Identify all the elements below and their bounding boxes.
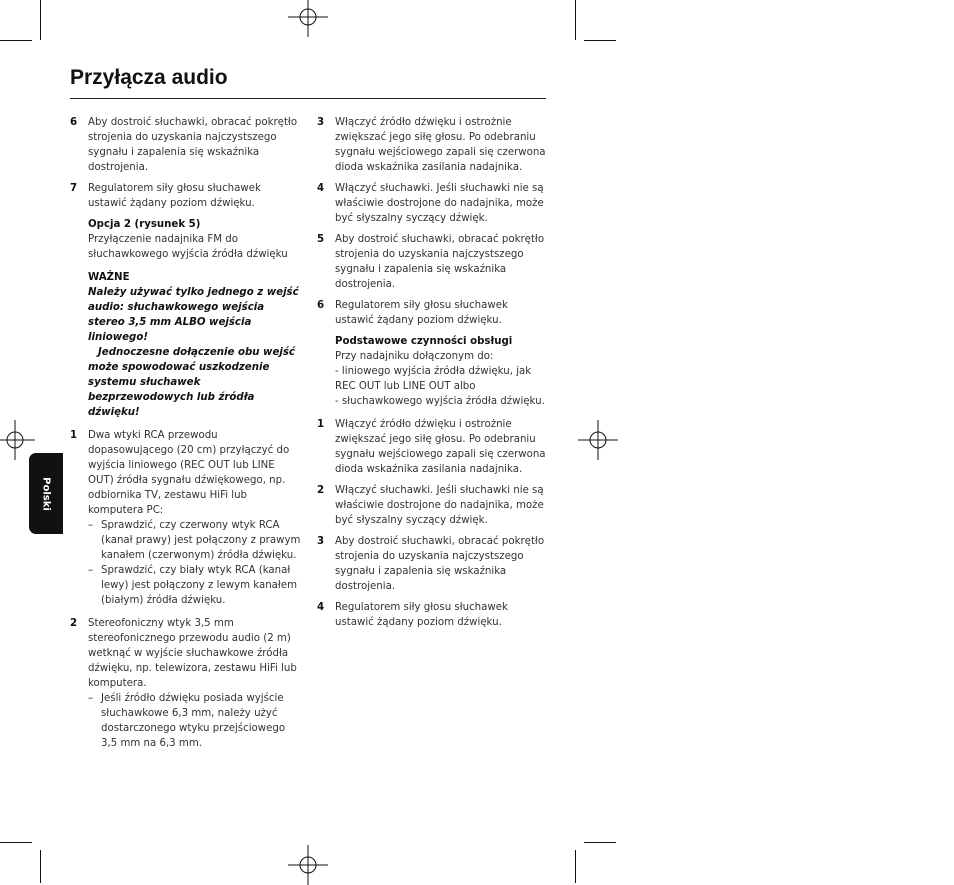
step-item [70, 428, 302, 608]
crop-mark-top-left-vertical [40, 0, 41, 40]
step-text: Włączyć słuchawki. Jeśli słuchawki nie są właściwie dostrojone do nadajnika, może być słyszalny syczący dźwięk. [335, 183, 544, 224]
step-number: 6 [317, 300, 325, 311]
crop-mark-top-right-horizontal [584, 40, 616, 41]
step-text: Aby dostroić słuchawki, obracać pokrętło strojenia do uzyskania najczystszego sygnału i zapalenia się wskaźnika dostrojenia. [88, 117, 298, 173]
dash-bullet: – [88, 693, 94, 704]
option-2-section [70, 217, 302, 262]
step-text: Regulatorem siły głosu słuchawek ustawić żądany poziom dźwięku. [335, 602, 508, 628]
warning-text-1: Należy używać tylko jednego z wejść audio: słuchawkowego wejścia stereo 3,5 mm ALBO wejścia liniowego! [88, 287, 299, 343]
language-tab [29, 453, 63, 534]
sub-item-text: Sprawdzić, czy biały wtyk RCA (kanał lewy) jest połączony z lewym kanałem (białym) źródła dźwięku. [101, 565, 298, 606]
registration-mark-top-icon [288, 0, 328, 37]
sub-item-text: Sprawdzić, czy czerwony wtyk RCA (kanał prawy) jest połączony z prawym kanałem (czerwonym) źródła dźwięku. [101, 520, 301, 561]
step-number: 4 [317, 602, 325, 613]
step-number: 3 [317, 536, 325, 547]
step-number: 1 [70, 430, 78, 441]
dash-bullet: – [88, 565, 94, 576]
step-text: Włączyć słuchawki. Jeśli słuchawki nie są właściwie dostrojone do nadajnika, może być słyszalny syczący dźwięk. [335, 485, 544, 526]
option-2-heading: Opcja 2 (rysunek 5) [88, 219, 201, 230]
step-item [70, 115, 302, 175]
basic-operation-heading: Podstawowe czynności obsługi [335, 336, 513, 347]
step-number: 1 [317, 419, 325, 430]
sub-item [88, 691, 302, 751]
basic-operation-line: - słuchawkowego wyjścia źródła dźwięku. [335, 396, 545, 407]
sub-item [88, 563, 302, 608]
step-text: Aby dostroić słuchawki, obracać pokrętło strojenia do uzyskania najczystszego sygnału i zapalenia się wskaźnika dostrojenia. [335, 536, 545, 592]
step-item [70, 181, 302, 211]
registration-mark-left-icon [0, 420, 35, 460]
step-text: Włączyć źródło dźwięku i ostrożnie zwiększać jego siłę głosu. Po odebraniu sygnału wejściowego zapali się czerwona dioda wskaźnika zasilania nadajnika. [335, 117, 546, 173]
step-number: 7 [70, 183, 78, 194]
language-tab-label: Polski [40, 476, 52, 511]
step-text: Stereofoniczny wtyk 3,5 mm stereofonicznego przewodu audio (2 m) wetknąć w wyjście słuchawkowe źródła dźwięku, np. telewizora, zestawu HiFi lub komputera. [88, 618, 297, 689]
basic-operation-line: - liniowego wyjścia źródła dźwięku, jak REC OUT lub LINE OUT albo [335, 366, 532, 392]
warning-text-2: Jednoczesne dołączenie obu wejść może spowodować uszkodzenie systemu słuchawek bezprzewodowych lub źródła dźwięku! [88, 347, 295, 418]
crop-mark-bottom-left-vertical [40, 850, 41, 883]
step-item [317, 483, 549, 528]
crop-mark-top-right-vertical [575, 0, 576, 40]
step-number: 4 [317, 183, 325, 194]
dash-bullet: – [88, 520, 94, 531]
step-item [70, 616, 302, 751]
crop-mark-bottom-right-horizontal [584, 842, 616, 843]
warning-section [70, 270, 302, 420]
sub-item-text: Jeśli źródło dźwięku posiada wyjście słuchawkowe 6,3 mm, należy użyć dostarczonego wtyku przejściowego 3,5 mm na 6,3 mm. [101, 693, 286, 749]
step-item [317, 534, 549, 594]
step-item [317, 600, 549, 630]
step-text: Dwa wtyki RCA przewodu dopasowującego (20 cm) przyłączyć do wyjścia liniowego (REC OUT lub LINE OUT) źródła sygnału dźwiękowego, np. odbiornika TV, zestawu HiFi lub komputera PC: [88, 430, 290, 516]
step-number: 2 [70, 618, 78, 629]
step-text: Włączyć źródło dźwięku i ostrożnie zwiększać jego siłę głosu. Po odebraniu sygnału wejściowego zapali się czerwona dioda wskaźnika zasilania nadajnika. [335, 419, 546, 475]
step-item [317, 417, 549, 477]
step-text: Regulatorem siły głosu słuchawek ustawić żądany poziom dźwięku. [335, 300, 508, 326]
step-item [317, 181, 549, 226]
warning-heading: WAŻNE [88, 272, 130, 283]
step-item [317, 232, 549, 292]
crop-mark-top-left-horizontal [0, 40, 32, 41]
right-column [317, 115, 549, 636]
step-text: Aby dostroić słuchawki, obracać pokrętło strojenia do uzyskania najczystszego sygnału i zapalenia się wskaźnika dostrojenia. [335, 234, 545, 290]
option-2-text: Przyłączenie nadajnika FM do słuchawkowego wyjścia źródła dźwięku [88, 234, 288, 260]
title-divider [70, 98, 546, 99]
crop-mark-bottom-right-vertical [575, 850, 576, 883]
registration-mark-bottom-icon [288, 845, 328, 885]
basic-operation-section [317, 334, 549, 409]
step-number: 2 [317, 485, 325, 496]
registration-mark-right-icon [578, 420, 618, 460]
basic-operation-line: Przy nadajniku dołączonym do: [335, 351, 494, 362]
step-item [317, 298, 549, 328]
step-number: 5 [317, 234, 325, 245]
step-text: Regulatorem siły głosu słuchawek ustawić żądany poziom dźwięku. [88, 183, 261, 209]
step-number: 6 [70, 117, 78, 128]
page-title: Przyłącza audio [70, 66, 228, 89]
step-number: 3 [317, 117, 325, 128]
sub-item [88, 518, 302, 563]
left-column [70, 115, 302, 757]
step-item [317, 115, 549, 175]
crop-mark-bottom-left-horizontal [0, 842, 32, 843]
